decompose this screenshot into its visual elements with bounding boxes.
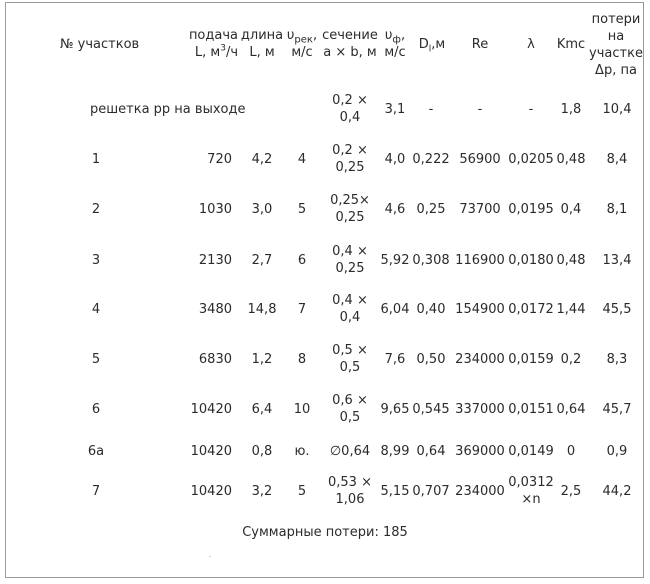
cell-cross-section (318, 443, 382, 460)
cell-re: 369000 (455, 444, 505, 459)
cell-cross-section (318, 392, 382, 426)
cell-vrec: 8 (297, 352, 307, 367)
header-lambda: λ (527, 37, 535, 52)
cell-kmc: 0,48 (556, 253, 586, 268)
cross-line-2: 0,4 (339, 310, 361, 325)
cell-re: 116900 (455, 253, 505, 268)
cell-section: 3 (91, 253, 101, 268)
cell-length: 14,8 (247, 302, 277, 317)
cell-section: 1 (91, 152, 101, 167)
lambda-line-1: 0,0172 (508, 302, 554, 317)
cell-vf: 5,92 (380, 253, 410, 268)
cell-flow: 10420 (190, 484, 232, 499)
cell-flow: 1030 (198, 202, 232, 217)
lambda-line-1: 0,0159 (508, 352, 554, 367)
cell-flow: 720 (207, 152, 232, 167)
cross-line-2: 1,06 (335, 492, 365, 507)
cross-line-1: 0,25× (330, 193, 370, 208)
lambda-line-1: 0,0151 (508, 402, 554, 417)
cross-line-1: 0,2 × (332, 143, 368, 158)
header-section: № участков (60, 37, 140, 52)
cell-vrec: 4 (297, 152, 307, 167)
cell-d: 0,40 (416, 302, 446, 317)
cell-vrec: ю. (294, 444, 310, 459)
cross-line-1: 0,6 × (332, 393, 368, 408)
cell-vrec: 6 (297, 253, 307, 268)
cell-vf: 5,15 (380, 484, 410, 499)
cell-section: решетка рр на выходе (90, 102, 246, 117)
cell-section: 4 (91, 302, 101, 317)
cell-flow: 2130 (198, 253, 232, 268)
cell-d: 0,707 (412, 484, 450, 499)
cell-length: 3,0 (251, 202, 273, 217)
cell-lambda (506, 301, 556, 318)
cell-loss: 10,4 (602, 102, 632, 117)
cross-line-2: 0,25 (335, 160, 365, 175)
lambda-line-1: 0,0195 (508, 202, 554, 217)
header-vf: $\upsilon_ф$, м/с (384, 28, 406, 60)
cell-re: 56900 (459, 152, 501, 167)
cell-length: 0,8 (251, 444, 273, 459)
cell-kmc: 1,8 (560, 102, 582, 117)
cell-length: 4,2 (251, 152, 273, 167)
cell-flow: 3480 (198, 302, 232, 317)
cell-d: - (428, 102, 434, 117)
cell-d: 0,50 (416, 352, 446, 367)
header-vrec: $\upsilon_{рек}$, м/с (286, 28, 318, 60)
cell-length: 3,2 (251, 484, 273, 499)
lambda-line-1: 0,0205 (508, 152, 554, 167)
cell-vf: 6,04 (380, 302, 410, 317)
cell-loss: 45,5 (602, 302, 632, 317)
cell-re: 73700 (459, 202, 501, 217)
cell-d: 0,308 (412, 253, 450, 268)
summary-total: Суммарные потери: 185 (242, 525, 408, 540)
cross-line-2: 0,5 (339, 360, 361, 375)
cell-loss: 13,4 (602, 253, 632, 268)
cross-line-1: ∅0,64 (329, 444, 371, 459)
cell-vf: 7,6 (384, 352, 406, 367)
cell-loss: 45,7 (602, 402, 632, 417)
cell-cross-section (318, 342, 382, 376)
cell-lambda (506, 351, 556, 368)
cell-loss: 0,9 (606, 444, 628, 459)
lambda-line-1: 0,0312 (508, 475, 554, 490)
header-re: Re (471, 37, 489, 52)
cross-line-1: 0,4 × (332, 244, 368, 259)
cross-line-2: 0,25 (335, 261, 365, 276)
cell-section: 7 (91, 484, 101, 499)
cell-loss: 8,4 (606, 152, 628, 167)
cell-cross-section (318, 474, 382, 508)
cell-lambda (506, 474, 556, 508)
cell-vf: 4,6 (384, 202, 406, 217)
cell-section: 2 (91, 202, 101, 217)
cell-length: 2,7 (251, 253, 273, 268)
header-flow: подача L, $м^3/ч$ (188, 28, 238, 60)
cell-vrec: 5 (297, 484, 307, 499)
cell-d: 0,545 (412, 402, 450, 417)
header-length: длина L, м (240, 28, 284, 60)
cell-lambda (506, 101, 556, 118)
cell-vf: 3,1 (384, 102, 406, 117)
cross-line-1: 0,53 × (328, 475, 372, 490)
cross-line-1: 0,4 × (332, 293, 368, 308)
cell-loss: 8,1 (606, 202, 628, 217)
header-diameter: $D_l,м$ (418, 37, 446, 55)
cell-kmc: 0,48 (556, 152, 586, 167)
cell-vrec: 5 (297, 202, 307, 217)
cell-vf: 9,65 (380, 402, 410, 417)
cell-kmc: 1,44 (556, 302, 586, 317)
cell-length: 1,2 (251, 352, 273, 367)
cell-cross-section (318, 243, 382, 277)
cell-cross-section (318, 192, 382, 226)
cell-lambda (506, 252, 556, 269)
cell-section: 6 (91, 402, 101, 417)
cell-kmc: 0,4 (560, 202, 582, 217)
cross-line-1: 0,2 × (332, 93, 368, 108)
cell-re: 154900 (455, 302, 505, 317)
cell-kmc: 0,64 (556, 402, 586, 417)
cell-loss: 44,2 (602, 484, 632, 499)
lambda-line-1: 0,0149 (508, 444, 554, 459)
cell-cross-section (318, 292, 382, 326)
cross-line-2: 0,5 (339, 410, 361, 425)
cell-re: 234000 (455, 484, 505, 499)
cell-kmc: 0,2 (560, 352, 582, 367)
cell-vrec: 10 (293, 402, 311, 417)
cell-flow: 6830 (198, 352, 232, 367)
cell-d: 0,64 (416, 444, 446, 459)
header-loss: потери на участке Δp, па (589, 12, 643, 78)
cell-loss: 8,3 (606, 352, 628, 367)
cell-vf: 4,0 (384, 152, 406, 167)
cell-length: 6,4 (251, 402, 273, 417)
cell-section: 6а (87, 444, 105, 459)
cell-section: 5 (91, 352, 101, 367)
cell-d: 0,25 (416, 202, 446, 217)
cell-flow: 10420 (190, 402, 232, 417)
cell-kmc: 0 (566, 444, 576, 459)
cell-flow: 10420 (190, 444, 232, 459)
cell-lambda (506, 443, 556, 460)
cross-line-2: 0,4 (339, 110, 361, 125)
cell-vf: 8,99 (380, 444, 410, 459)
cell-vrec: 7 (297, 302, 307, 317)
stray-mark (209, 556, 211, 557)
cell-re: 337000 (455, 402, 505, 417)
cell-kmc: 2,5 (560, 484, 582, 499)
lambda-line-1: 0,0180 (508, 253, 554, 268)
lambda-line-2: ×n (521, 492, 541, 507)
header-cross-section: сечение a × b, м (322, 28, 378, 60)
cell-lambda (506, 401, 556, 418)
cross-line-1: 0,5 × (332, 343, 368, 358)
cell-lambda (506, 151, 556, 168)
cross-line-2: 0,25 (335, 210, 365, 225)
cell-cross-section (318, 142, 382, 176)
cell-d: 0,222 (412, 152, 450, 167)
cell-lambda (506, 201, 556, 218)
lambda-line-1: - (528, 102, 534, 117)
cell-cross-section (318, 92, 382, 126)
cell-re: - (477, 102, 483, 117)
cell-re: 234000 (455, 352, 505, 367)
header-kmc: Kmc (556, 37, 586, 52)
